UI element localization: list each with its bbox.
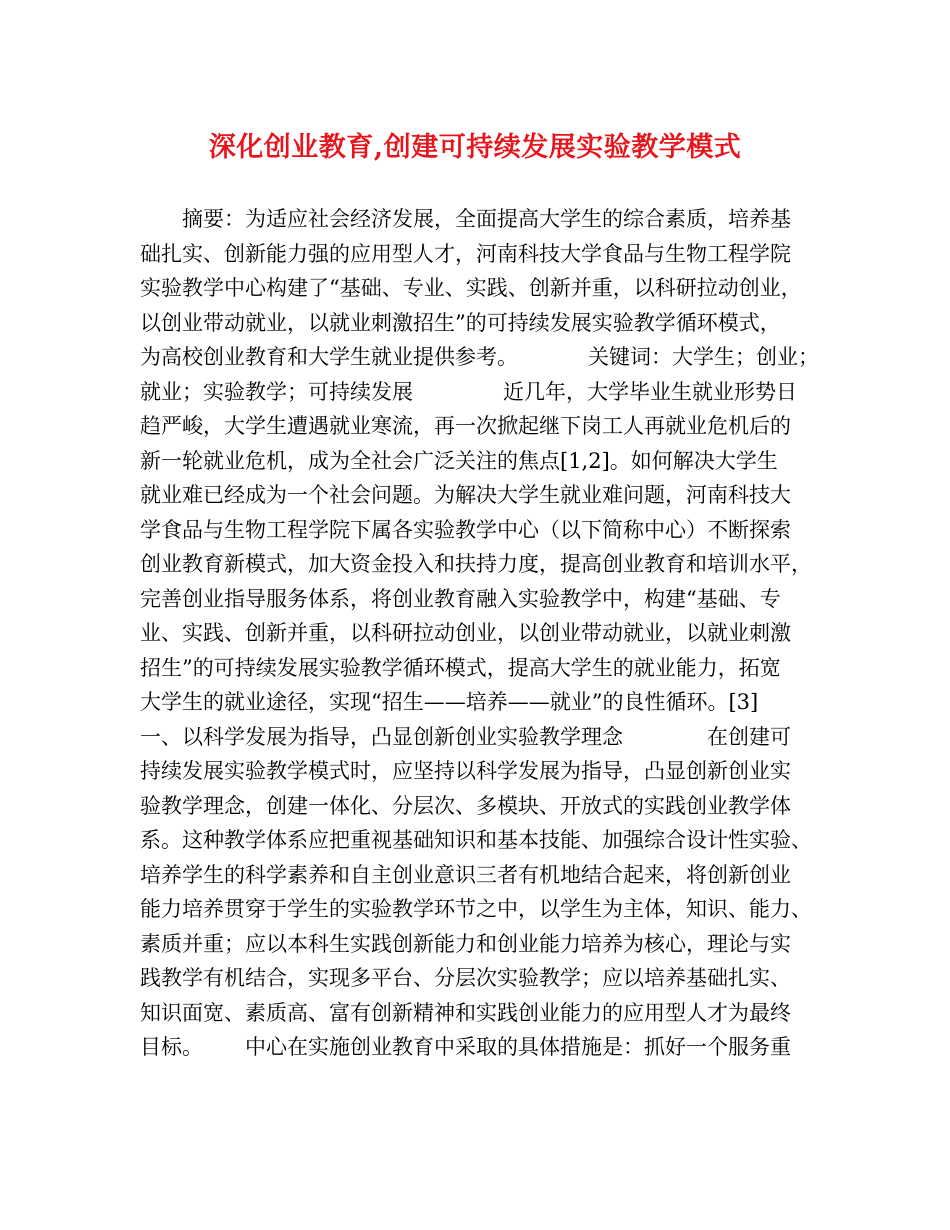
text-run: 实验教学中心构建了“基础、专业、实践、创新并重，以科研拉动创业， bbox=[140, 276, 802, 300]
text-run: 为高校创业教育和大学生就业提供参考。 bbox=[140, 345, 518, 369]
text-run: 近几年，大学毕业生就业形势日 bbox=[503, 379, 797, 404]
text-run: 践教学有机结合，实现多平台、分层次实验教学；应以培养基础扎实、 bbox=[140, 966, 791, 990]
body-line bbox=[140, 237, 830, 272]
text-run: 创业教育新模式，加大资金投入和扶持力度，提高创业教育和培训水平， bbox=[140, 552, 812, 576]
body-line bbox=[140, 858, 830, 893]
text-run: 持续发展实验教学模式时，应坚持以科学发展为指导，凸显创新创业实 bbox=[140, 759, 791, 783]
text-run: 摘要：为适应社会经济发展，全面提高大学生的综合素质，培养基 bbox=[182, 207, 791, 231]
body-line bbox=[140, 720, 830, 755]
text-run: 就业难已经成为一个社会问题。为解决大学生就业难问题，河南科技大 bbox=[140, 483, 791, 507]
text-run: 知识面宽、素质高、富有创新精神和实践创业能力的应用型人才为最终 bbox=[140, 1000, 791, 1025]
text-run: 目标。 bbox=[140, 1035, 203, 1059]
body-line bbox=[140, 823, 830, 858]
text-run: 验教学理念，创建一体化、分层次、多模块、开放式的实践创业教学体 bbox=[140, 793, 791, 818]
body-line bbox=[140, 685, 830, 720]
text-run: 素质并重；应以本科生实践创新能力和创业能力培养为核心，理论与实 bbox=[140, 931, 791, 956]
body-line bbox=[140, 651, 830, 686]
text-run: 趋严峻，大学生遭遇就业寒流，再一次掀起继下岗工人再就业危机后的 bbox=[140, 414, 791, 438]
text-run: 新一轮就业危机，成为全社会广泛关注的焦点[1,2]。如何解决大学生 bbox=[140, 448, 778, 473]
text-run: 完善创业指导服务体系，将创业教育融入实验教学中，构建“基础、专 bbox=[140, 586, 781, 611]
text-run: 大学生的就业途径，实现“招生——培养——就业”的良性循环。[3] bbox=[140, 690, 759, 714]
body-line bbox=[140, 892, 830, 927]
body-line bbox=[140, 1030, 830, 1065]
body-line bbox=[140, 616, 830, 651]
text-run: 就业；实验教学；可持续发展 bbox=[140, 379, 413, 404]
text-run: 能力培养贯穿于学生的实验教学环节之中，以学生为主体，知识、能力、 bbox=[140, 897, 812, 921]
body-line bbox=[140, 961, 830, 996]
body-line bbox=[140, 927, 830, 962]
body-line bbox=[140, 478, 830, 513]
body-line bbox=[140, 202, 830, 237]
body-line bbox=[140, 444, 830, 479]
text-run: 系。这种教学体系应把重视基础知识和基本技能、加强综合设计性实验、 bbox=[140, 828, 812, 852]
body-line bbox=[140, 340, 830, 375]
text-run: 中心在实施创业教育中采取的具体措施是：抓好一个服务重 bbox=[245, 1035, 791, 1059]
text-run: 培养学生的科学素养和自主创业意识三者有机地结合起来，将创新创业 bbox=[140, 862, 791, 887]
text-run: 学食品与生物工程学院下属各实验教学中心（以下简称中心）不断探索 bbox=[140, 517, 791, 542]
section-heading: 一、以科学发展为指导，凸显创新创业实验教学理念 bbox=[140, 724, 623, 749]
body-line bbox=[140, 306, 830, 341]
body-line bbox=[140, 547, 830, 582]
text-run: 础扎实、创新能力强的应用型人才，河南科技大学食品与生物工程学院 bbox=[140, 241, 791, 266]
body-line bbox=[140, 582, 830, 617]
document-title: 深化创业教育,创建可持续发展实验教学模式 bbox=[208, 132, 742, 163]
body-line bbox=[140, 754, 830, 789]
text-run: 业、实践、创新并重，以科研拉动创业，以创业带动就业，以就业刺激 bbox=[140, 621, 791, 645]
text-run: 招生”的可持续发展实验教学循环模式，提高大学生的就业能力，拓宽 bbox=[140, 655, 781, 680]
body-line bbox=[140, 409, 830, 444]
body-line bbox=[140, 996, 830, 1031]
body-line bbox=[140, 513, 830, 548]
body-line bbox=[140, 789, 830, 824]
keywords-label: 关键词：大学生；创业； bbox=[588, 345, 819, 369]
text-run: 以创业带动就业，以就业刺激招生”的可持续发展实验教学循环模式， bbox=[140, 310, 781, 335]
body-line bbox=[140, 375, 830, 410]
text-run: 在创建可 bbox=[707, 724, 791, 749]
body-line bbox=[140, 271, 830, 306]
document-body bbox=[140, 202, 830, 1065]
